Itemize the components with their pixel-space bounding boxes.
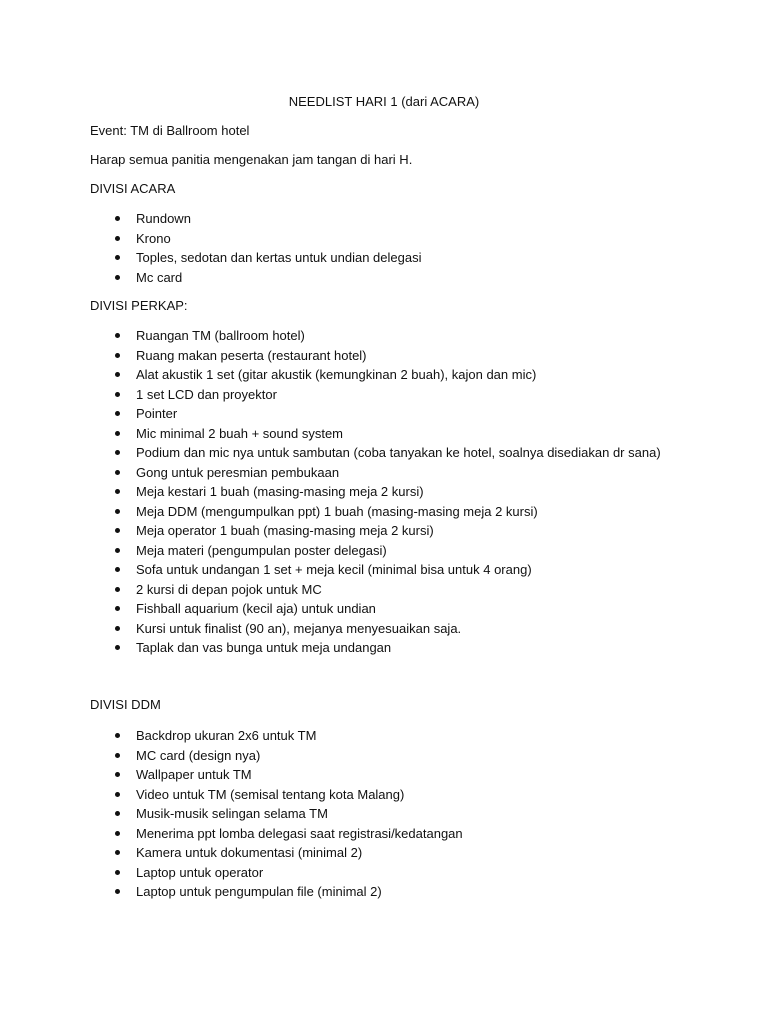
list-item: Rundown bbox=[90, 209, 421, 229]
list-item: Meja DDM (mengumpulkan ppt) 1 buah (masing-masing meja 2 kursi) bbox=[90, 502, 661, 522]
note-line: Harap semua panitia mengenakan jam tangan di hari H. bbox=[90, 152, 413, 167]
list-item: Meja materi (pengumpulan poster delegasi) bbox=[90, 541, 661, 561]
list-item: Backdrop ukuran 2x6 untuk TM bbox=[90, 726, 463, 746]
list-item: Wallpaper untuk TM bbox=[90, 765, 463, 785]
list-item: MC card (design nya) bbox=[90, 746, 463, 766]
list-item: Mic minimal 2 buah + sound system bbox=[90, 424, 661, 444]
ddm-list bbox=[90, 726, 463, 902]
section-heading-acara: DIVISI ACARA bbox=[90, 181, 176, 196]
list-item: Sofa untuk undangan 1 set + meja kecil (minimal bisa untuk 4 orang) bbox=[90, 560, 661, 580]
list-item: Alat akustik 1 set (gitar akustik (kemungkinan 2 buah), kajon dan mic) bbox=[90, 365, 661, 385]
list-item: Toples, sedotan dan kertas untuk undian delegasi bbox=[90, 248, 421, 268]
list-item: Meja operator 1 buah (masing-masing meja 2 kursi) bbox=[90, 521, 661, 541]
list-item: Kursi untuk finalist (90 an), mejanya menyesuaikan saja. bbox=[90, 619, 661, 639]
list-item: Mc card bbox=[90, 268, 421, 288]
document-title: NEEDLIST HARI 1 (dari ACARA) bbox=[288, 94, 480, 109]
event-line: Event: TM di Ballroom hotel bbox=[90, 123, 250, 138]
acara-list bbox=[90, 209, 421, 287]
perkap-list bbox=[90, 326, 661, 658]
section-heading-perkap: DIVISI PERKAP: bbox=[90, 298, 188, 313]
list-item: Gong untuk peresmian pembukaan bbox=[90, 463, 661, 483]
list-item: Musik-musik selingan selama TM bbox=[90, 804, 463, 824]
section-heading-ddm: DIVISI DDM bbox=[90, 697, 161, 712]
list-item: Krono bbox=[90, 229, 421, 249]
list-item: Podium dan mic nya untuk sambutan (coba tanyakan ke hotel, soalnya disediakan dr sana) bbox=[90, 443, 661, 463]
list-item: Menerima ppt lomba delegasi saat registrasi/kedatangan bbox=[90, 824, 463, 844]
list-item: Ruangan TM (ballroom hotel) bbox=[90, 326, 661, 346]
list-item: Pointer bbox=[90, 404, 661, 424]
list-item: Fishball aquarium (kecil aja) untuk undian bbox=[90, 599, 661, 619]
list-item: Ruang makan peserta (restaurant hotel) bbox=[90, 346, 661, 366]
list-item: Meja kestari 1 buah (masing-masing meja 2 kursi) bbox=[90, 482, 661, 502]
list-item: Laptop untuk pengumpulan file (minimal 2) bbox=[90, 882, 463, 902]
list-item: Kamera untuk dokumentasi (minimal 2) bbox=[90, 843, 463, 863]
list-item: 2 kursi di depan pojok untuk MC bbox=[90, 580, 661, 600]
list-item: 1 set LCD dan proyektor bbox=[90, 385, 661, 405]
list-item: Laptop untuk operator bbox=[90, 863, 463, 883]
list-item: Video untuk TM (semisal tentang kota Malang) bbox=[90, 785, 463, 805]
list-item: Taplak dan vas bunga untuk meja undangan bbox=[90, 638, 661, 658]
